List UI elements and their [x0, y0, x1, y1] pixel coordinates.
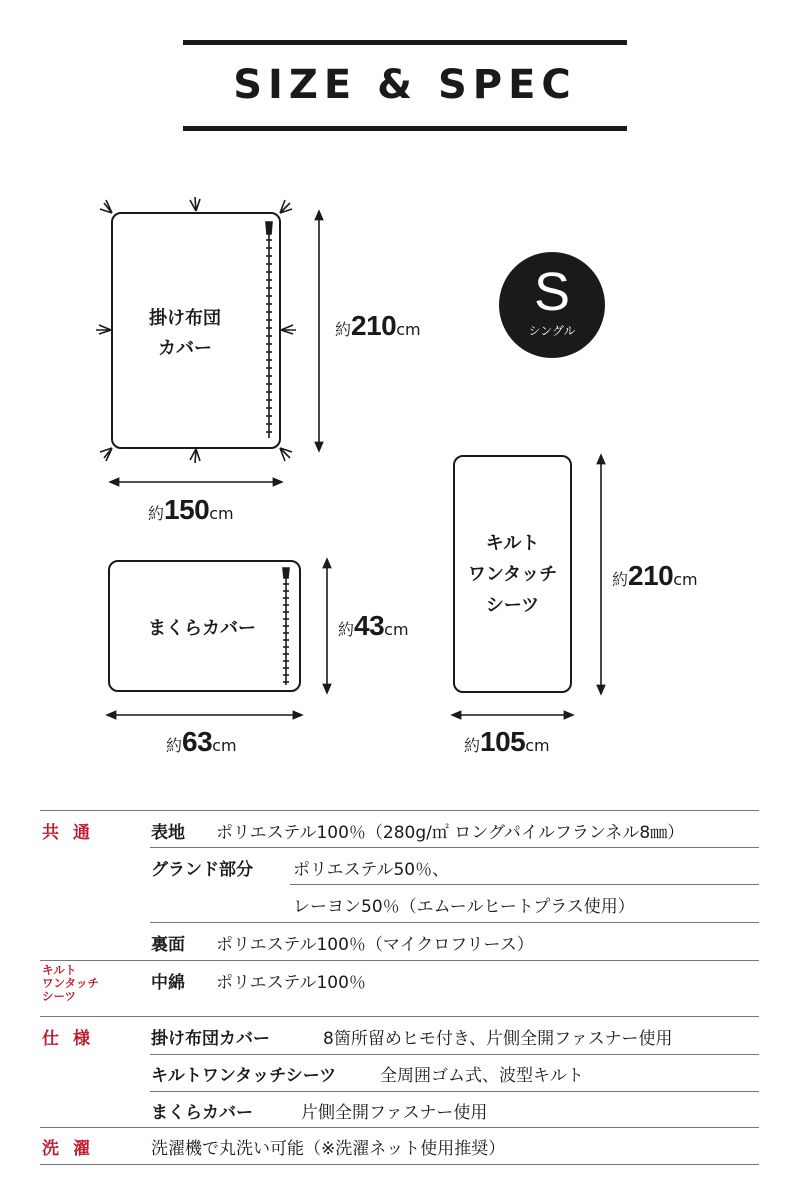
comforter-width-label: 約150cm — [148, 494, 234, 525]
omote-label: 表地 — [151, 823, 185, 843]
ura-value: ポリエステル100％（マイクロフリース） — [216, 935, 534, 955]
quilt-width-label: 約105cm — [464, 726, 550, 757]
nakawata-value: ポリエステル100％ — [216, 973, 366, 993]
quilt-sheet-label-line2: ワンタッチ — [467, 564, 558, 585]
category-quilt-line3: シーツ — [42, 989, 77, 1003]
spec-rule — [40, 960, 759, 961]
quilt-sheet-label-line3: シーツ — [485, 595, 540, 616]
shiyou-row2-value: 全周囲ゴム式、波型キルト — [380, 1066, 584, 1086]
pillow-height-label: 約43cm — [338, 610, 409, 641]
ground-value-2: レーヨン50％（エムールヒートプラス使用） — [293, 897, 635, 917]
comforter-cover-label-line1: 掛け布団 — [149, 308, 221, 329]
size-badge-letter: S — [533, 262, 571, 322]
comforter-height-label: 約210cm — [335, 310, 421, 341]
category-quilt-line2: ワンタッチ — [42, 976, 100, 990]
size-badge-sub: シングル — [528, 324, 576, 338]
tie-icon — [96, 197, 296, 463]
page-title: SIZE & SPEC — [233, 62, 577, 108]
category-quilt-line1: キルト — [42, 963, 77, 977]
spec-rule — [40, 1164, 759, 1165]
spec-rule — [40, 810, 759, 811]
omote-value: ポリエステル100％（280g/㎡ ロングパイルフランネル8㎜） — [216, 823, 685, 843]
spec-rule — [150, 922, 759, 923]
shiyou-row3-value: 片側全開ファスナー使用 — [301, 1103, 488, 1123]
comforter-zipper-icon — [266, 222, 272, 438]
quilt-height-label: 約210cm — [612, 560, 698, 591]
shiyou-row1-value: 8箇所留めヒモ付き、片側全開ファスナー使用 — [323, 1029, 673, 1049]
shiyou-row2-label: キルトワンタッチシーツ — [151, 1066, 337, 1086]
category-quilt — [42, 964, 99, 1003]
shiyou-row1-label: 掛け布団カバー — [151, 1029, 270, 1049]
shiyou-row3-label: まくらカバー — [151, 1103, 253, 1123]
category-common: 共通 — [42, 823, 104, 843]
spec-rule — [40, 1127, 759, 1128]
spec-rule — [290, 884, 759, 885]
quilt-sheet-label-line1: キルト — [485, 533, 540, 554]
ground-value-1: ポリエステル50％、 — [293, 860, 450, 880]
spec-rule — [150, 847, 759, 848]
pillow-cover-label: まくらカバー — [148, 618, 256, 639]
category-shiyou: 仕様 — [42, 1029, 104, 1049]
pillow-zipper-icon — [283, 568, 289, 685]
wash-value: 洗濯機で丸洗い可能（※洗濯ネット使用推奨） — [151, 1139, 506, 1159]
ura-label: 裏面 — [151, 935, 185, 955]
spec-rule — [40, 1016, 759, 1017]
ground-label: グランド部分 — [151, 860, 253, 880]
nakawata-label: 中綿 — [151, 973, 185, 993]
comforter-cover-label-line2: カバー — [158, 338, 212, 359]
pillow-width-label: 約63cm — [166, 726, 237, 757]
spec-rule — [150, 1091, 759, 1092]
spec-rule — [150, 1054, 759, 1055]
category-wash: 洗濯 — [42, 1139, 104, 1159]
